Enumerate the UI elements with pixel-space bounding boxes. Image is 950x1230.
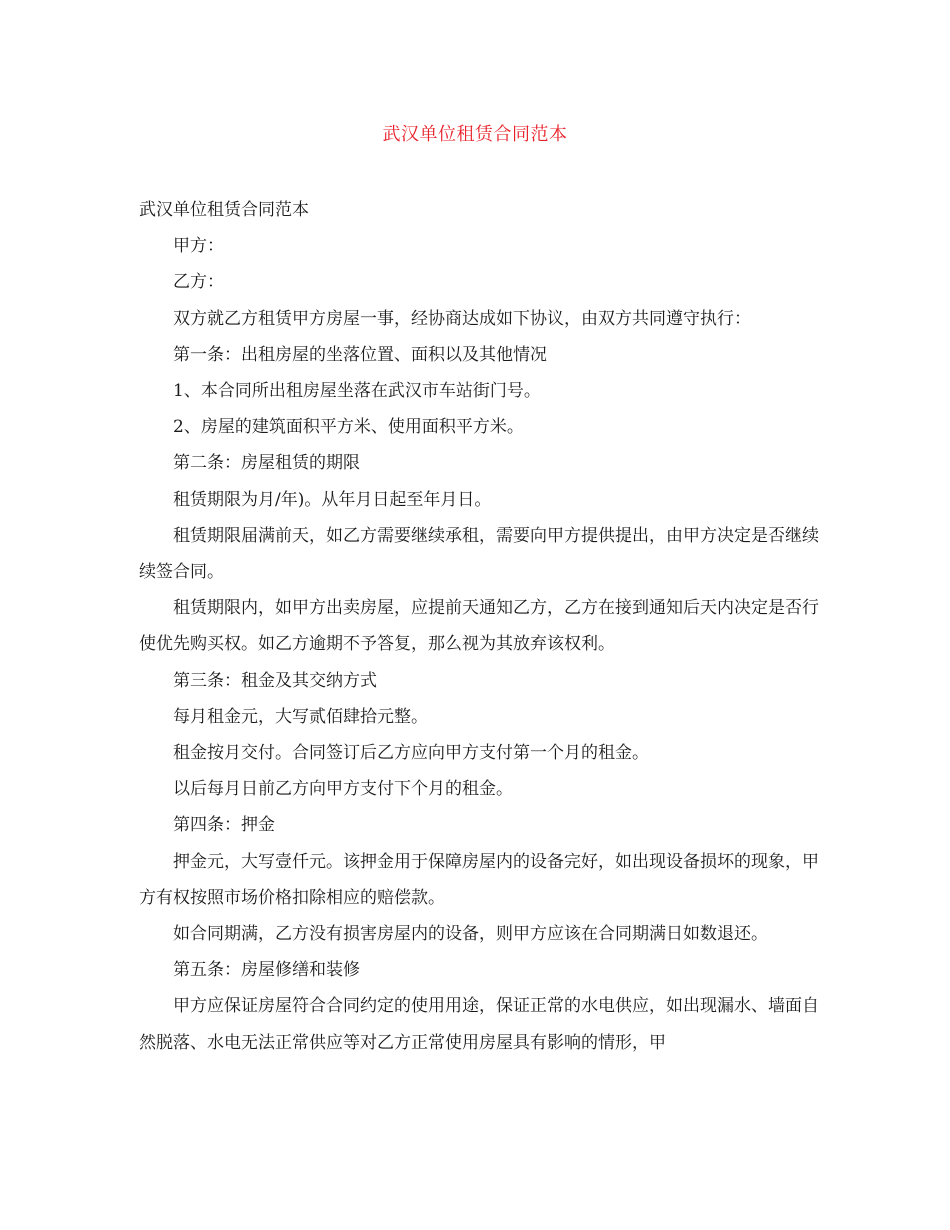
paragraph: 押金元，大写壹仟元。该押金用于保障房屋内的设备完好，如出现设备损坏的现象，甲方有权按照市场价格扣除相应的赔偿款。 <box>139 851 819 908</box>
paragraph: 第三条：租金及其交纳方式 <box>173 670 377 691</box>
paragraph: 租赁期限届满前天，如乙方需要继续承租，需要向甲方提供提出，由甲方决定是否继续续签合同。 <box>139 525 819 583</box>
paragraph: 乙方： <box>173 272 224 293</box>
paragraph: 租赁期限内，如甲方出卖房屋，应提前天通知乙方，乙方在接到通知后天内决定是否行使优先购买权。如乙方逾期不予答复，那么视为其放弃该权利。 <box>139 598 819 655</box>
paragraph: 以后每月日前乙方向甲方支付下个月的租金。 <box>173 779 513 800</box>
paragraph: 租金按月交付。合同签订后乙方应向甲方支付第一个月的租金。 <box>173 743 649 764</box>
paragraph: 双方就乙方租赁甲方房屋一事，经协商达成如下协议，由双方共同遵守执行： <box>173 308 751 329</box>
paragraph: 第二条：房屋租赁的期限 <box>173 453 360 474</box>
paragraph: 2、房屋的建筑面积平方米、使用面积平方米。 <box>173 417 524 438</box>
document-title: 武汉单位租赁合同范本 <box>382 124 568 145</box>
paragraph: 第五条：房屋修缮和装修 <box>173 960 360 981</box>
paragraph: 如合同期满，乙方没有损害房屋内的设备，则甲方应该在合同期满日如数退还。 <box>173 924 768 945</box>
paragraph: 武汉单位租赁合同范本 <box>139 200 309 220</box>
paragraph: 第一条：出租房屋的坐落位置、面积以及其他情况 <box>173 344 547 365</box>
paragraph: 租赁期限为月/年)。从年月日起至年月日。 <box>173 489 492 510</box>
paragraph: 第四条：押金 <box>173 815 275 836</box>
paragraph: 每月租金元，大写贰佰肆拾元整。 <box>173 706 428 727</box>
paragraph: 甲方： <box>173 236 224 257</box>
paragraph: 1、本合同所出租房屋坐落在武汉市车站街门号。 <box>173 381 541 402</box>
paragraph: 甲方应保证房屋符合合同约定的使用用途，保证正常的水电供应，如出现漏水、墙面自然脱落、水电无法正常供应等对乙方正常使用房屋具有影响的情形，甲 <box>139 996 819 1053</box>
document-body <box>139 192 819 1061</box>
